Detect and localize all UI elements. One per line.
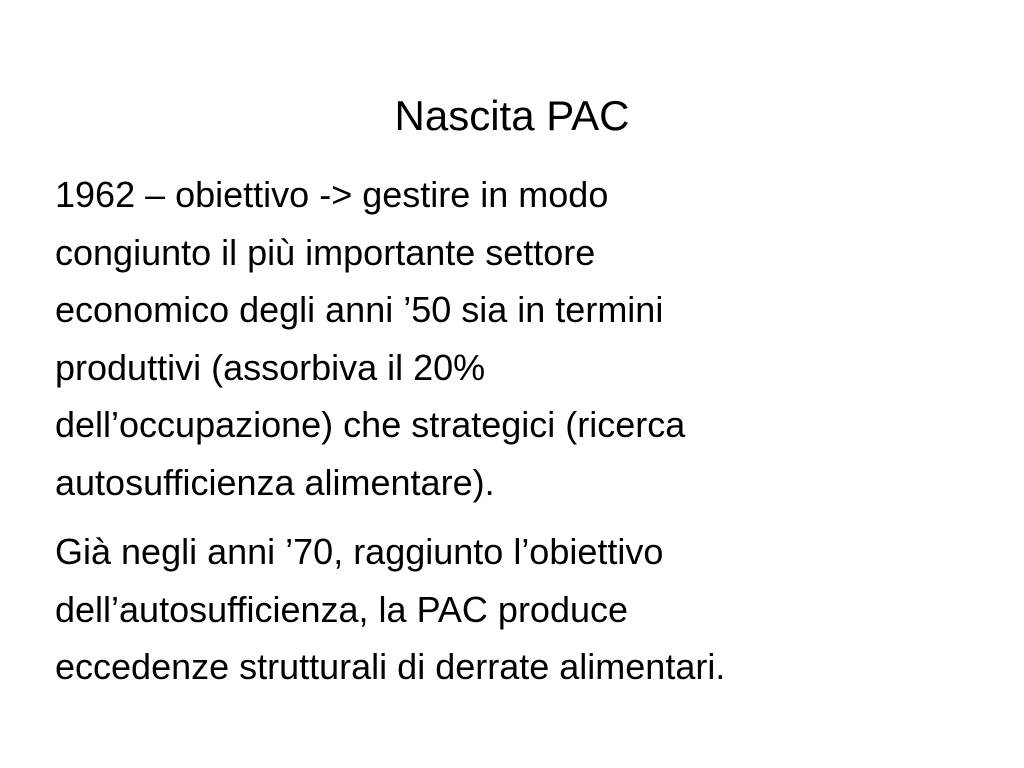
paragraph-line: dell’occupazione) che strategici (ricerca <box>55 404 686 445</box>
paragraph-line: congiunto il più importante settore <box>55 231 596 273</box>
paragraph-1962-objective <box>55 166 955 511</box>
paragraph-line: dell’autosufficienza, la PAC produce <box>55 588 629 630</box>
paragraph-1970s-surplus <box>55 523 955 696</box>
paragraph-line: 1962 – obiettivo -> gestire in modo <box>55 174 609 215</box>
paragraph-line: eccedenze strutturali di derrate alimentari. <box>55 646 726 687</box>
slide-body <box>55 166 955 696</box>
slide-title: Nascita PAC <box>394 92 630 139</box>
paragraph-line: produttivi (assorbiva il 20% <box>55 346 486 388</box>
paragraph-line: Già negli anni ’70, raggiunto l’obiettivo <box>55 531 664 572</box>
paragraph-line: economico degli anni ’50 sia in termini <box>55 289 664 330</box>
paragraph-line: autosufficienza alimentare). <box>55 461 495 503</box>
